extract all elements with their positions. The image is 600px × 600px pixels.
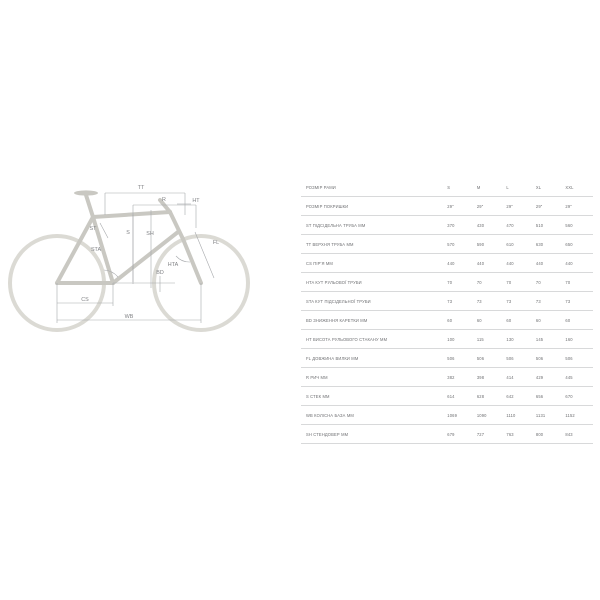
row-value-l: 73 (504, 292, 534, 311)
row-label: BD ЗНИЖЕННЯ КАРЕТКИ ММ (301, 311, 445, 330)
row-label: РОЗМІР ПОКРИШКИ (301, 197, 445, 216)
label-bd: BD (156, 270, 164, 276)
row-value-l: 610 (504, 235, 534, 254)
saddle (74, 190, 98, 195)
row-value-xxl: 445 (563, 368, 593, 387)
row-value-xl: 60 (534, 311, 564, 330)
table-row (301, 235, 593, 254)
label-sta: STA (90, 247, 102, 253)
row-value-xxl: 29" (563, 197, 593, 216)
row-label: HT ВИСОТА РУЛЬОВОГО СТАКАНУ ММ (301, 330, 445, 349)
row-label: FL ДОВЖИНА ВИЛКИ ММ (301, 349, 445, 368)
row-label: CS ПІР'Я ММ (301, 254, 445, 273)
header-size-xl: XL (534, 178, 564, 197)
header-size-l: L (504, 178, 534, 197)
row-value-s: 614 (445, 387, 475, 406)
row-value-xxl: 440 (563, 254, 593, 273)
row-value-m: 70 (475, 273, 505, 292)
table-body (301, 197, 593, 444)
geometry-spec-table (301, 178, 593, 444)
row-value-m: 398 (475, 368, 505, 387)
row-value-xxl: 1152 (563, 406, 593, 425)
label-wb: WB (124, 314, 134, 320)
row-value-l: 60 (504, 311, 534, 330)
label-r: R (162, 197, 166, 203)
row-value-xxl: 650 (563, 235, 593, 254)
row-value-xxl: 506 (563, 349, 593, 368)
table-row (301, 368, 593, 387)
row-label: STA КУТ ПІДСІДЕЛЬНОЇ ТРУБИ (301, 292, 445, 311)
row-value-l: 29" (504, 197, 534, 216)
label-ht: HT (192, 198, 200, 204)
label-s: S (126, 230, 130, 236)
row-value-s: 100 (445, 330, 475, 349)
row-value-s: 440 (445, 254, 475, 273)
label-hta: HTA (167, 262, 179, 268)
row-value-xl: 429 (534, 368, 564, 387)
row-value-xxl: 73 (563, 292, 593, 311)
table-header (301, 178, 593, 197)
row-value-xl: 145 (534, 330, 564, 349)
row-label: ST ПІДСІДЕЛЬНА ТРУБА ММ (301, 216, 445, 235)
row-value-l: 763 (504, 425, 534, 444)
row-value-xxl: 60 (563, 311, 593, 330)
table-row (301, 406, 593, 425)
header-size-xxl: XXL (563, 178, 593, 197)
row-value-m: 628 (475, 387, 505, 406)
row-value-s: 60 (445, 311, 475, 330)
table-row (301, 387, 593, 406)
label-cs: CS (81, 297, 89, 303)
row-value-xxl: 160 (563, 330, 593, 349)
row-value-xl: 70 (534, 273, 564, 292)
header-size-m: M (475, 178, 505, 197)
row-value-s: 506 (445, 349, 475, 368)
row-value-m: 590 (475, 235, 505, 254)
row-value-s: 679 (445, 425, 475, 444)
row-value-l: 130 (504, 330, 534, 349)
row-value-xxl: 670 (563, 387, 593, 406)
row-value-m: 506 (475, 349, 505, 368)
row-value-m: 727 (475, 425, 505, 444)
row-value-l: 506 (504, 349, 534, 368)
label-tt: TT (137, 185, 145, 191)
row-value-l: 440 (504, 254, 534, 273)
frame-outline (57, 195, 201, 283)
table-row (301, 292, 593, 311)
table-row (301, 349, 593, 368)
row-value-xxl: 70 (563, 273, 593, 292)
row-value-xl: 440 (534, 254, 564, 273)
label-sh: SH (146, 231, 154, 237)
row-label: WB КОЛІСНА БАЗА ММ (301, 406, 445, 425)
row-value-l: 1110 (504, 406, 534, 425)
row-label: TT ВЕРХНЯ ТРУБА ММ (301, 235, 445, 254)
row-value-l: 70 (504, 273, 534, 292)
row-value-xl: 73 (534, 292, 564, 311)
bike-geometry-diagram (0, 160, 295, 380)
row-value-xl: 510 (534, 216, 564, 235)
table-row (301, 425, 593, 444)
table-header-row (301, 178, 593, 197)
label-fl: FL (212, 240, 220, 246)
row-value-m: 73 (475, 292, 505, 311)
row-value-l: 414 (504, 368, 534, 387)
row-value-s: 70 (445, 273, 475, 292)
row-value-xl: 800 (534, 425, 564, 444)
row-value-m: 29" (475, 197, 505, 216)
row-value-m: 440 (475, 254, 505, 273)
row-label: R РИЧ ММ (301, 368, 445, 387)
row-label: S СТЕК ММ (301, 387, 445, 406)
row-value-xxl: 843 (563, 425, 593, 444)
row-value-xl: 29" (534, 197, 564, 216)
header-size-s: S (445, 178, 475, 197)
row-value-m: 60 (475, 311, 505, 330)
header-size-label: РОЗМІР РАМИ (301, 178, 445, 197)
table-row (301, 197, 593, 216)
label-st: ST (89, 226, 97, 232)
table-row (301, 311, 593, 330)
row-value-s: 370 (445, 216, 475, 235)
row-value-s: 570 (445, 235, 475, 254)
row-value-xxl: 560 (563, 216, 593, 235)
row-value-s: 382 (445, 368, 475, 387)
row-value-s: 73 (445, 292, 475, 311)
row-label: HTA КУТ РУЛЬОВОЇ ТРУБИ (301, 273, 445, 292)
table-row (301, 254, 593, 273)
row-value-xl: 656 (534, 387, 564, 406)
row-value-s: 29" (445, 197, 475, 216)
row-value-l: 642 (504, 387, 534, 406)
row-value-xl: 506 (534, 349, 564, 368)
table-row (301, 273, 593, 292)
row-value-xl: 1131 (534, 406, 564, 425)
row-value-l: 470 (504, 216, 534, 235)
row-value-s: 1069 (445, 406, 475, 425)
row-value-m: 1090 (475, 406, 505, 425)
row-value-m: 430 (475, 216, 505, 235)
row-value-xl: 630 (534, 235, 564, 254)
row-value-m: 115 (475, 330, 505, 349)
row-label: SH СТЕНДОВЕР ММ (301, 425, 445, 444)
table-row (301, 330, 593, 349)
table-row (301, 216, 593, 235)
